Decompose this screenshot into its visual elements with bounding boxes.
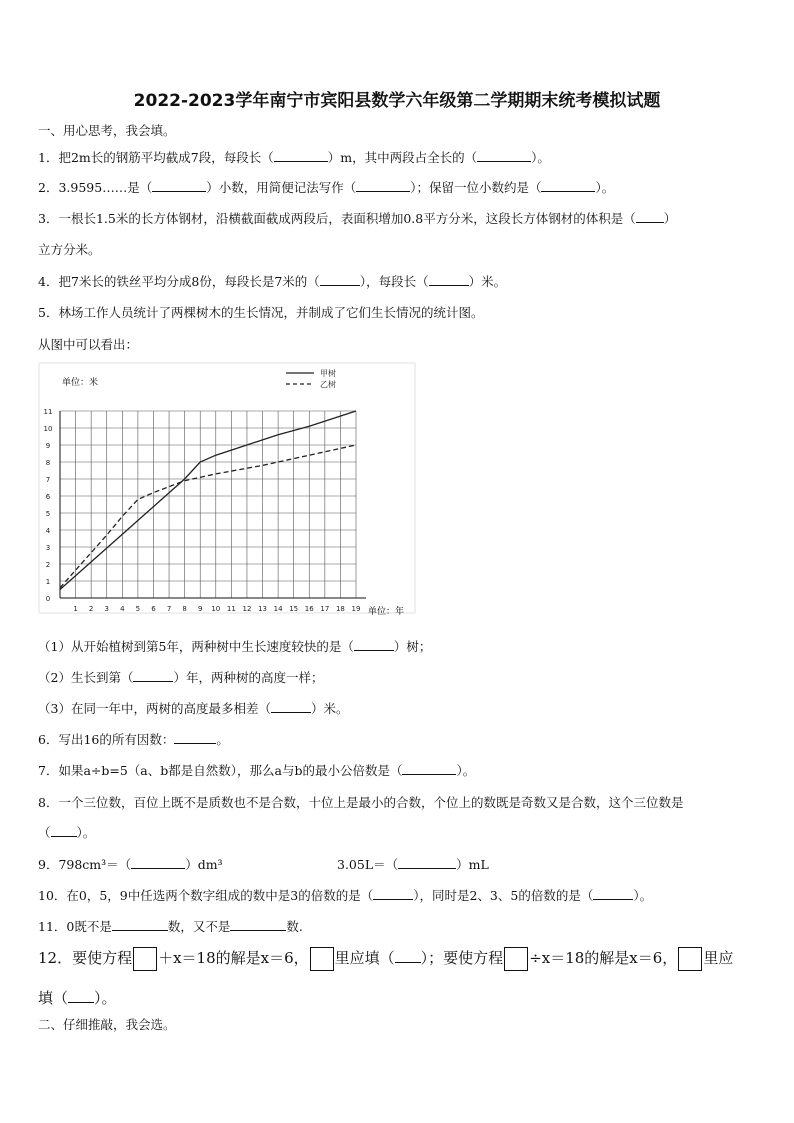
answer-blank[interactable]	[636, 210, 664, 223]
answer-blank[interactable]	[51, 824, 77, 837]
question-11: 11．0既不是 数，又不是 数.	[38, 919, 303, 934]
answer-blank[interactable]	[274, 149, 328, 162]
question-5-part-1: （1）从开始植树到第5年，两种树中生长速度较快的是（ ）树；	[38, 639, 432, 654]
x-axis-tick-labels	[73, 605, 360, 613]
y-axis-tick-labels	[44, 408, 53, 603]
question-8-continued: （ ）。	[38, 825, 96, 840]
chart-frame	[39, 363, 415, 613]
y-tick-label: 3	[45, 544, 51, 552]
question-1: 1．把2m长的钢筋平均截成7段，每段长（ ）m，其中两段占全长的（ ）。	[38, 150, 550, 165]
x-tick-label: 8	[182, 605, 187, 613]
x-tick-label: 11	[226, 605, 236, 613]
x-tick-label: 16	[304, 605, 314, 613]
answer-blank[interactable]	[131, 856, 185, 869]
y-tick-label: 8	[45, 459, 51, 467]
series-line-甲树	[60, 411, 356, 590]
question-9-part-2: 3.05L＝（ ）mL	[337, 857, 489, 872]
x-tick-label: 13	[258, 605, 267, 613]
answer-blank[interactable]	[593, 887, 633, 900]
blank-box[interactable]	[504, 947, 528, 971]
x-tick-label: 1	[73, 605, 78, 613]
answer-blank[interactable]	[429, 273, 469, 286]
question-12-continued: 填（ ）。	[38, 989, 117, 1007]
page-title: 2022-2023学年南宁市宾阳县数学六年级第二学期期末统考模拟试题	[133, 91, 661, 111]
answer-blank[interactable]	[402, 762, 456, 775]
answer-blank[interactable]	[373, 887, 413, 900]
x-tick-label: 3	[104, 605, 109, 613]
x-tick-label: 19	[351, 605, 361, 613]
blank-box[interactable]	[310, 947, 334, 971]
question-5-intro: 从图中可以看出：	[38, 337, 139, 352]
y-tick-label: 6	[45, 493, 51, 501]
question-6: 6．写出16的所有因数： 。	[38, 732, 229, 747]
x-tick-label: 9	[197, 605, 203, 613]
question-5: 5．林场工作人员统计了两棵树木的生长情况，并制成了它们生长情况的统计图。	[38, 305, 484, 320]
x-axis-unit-label: 单位：年	[368, 607, 405, 617]
answer-blank[interactable]	[354, 638, 394, 651]
x-tick-label: 14	[273, 605, 283, 613]
y-tick-label: 11	[43, 408, 53, 416]
x-tick-label: 15	[289, 605, 299, 613]
answer-blank[interactable]	[271, 700, 311, 713]
question-3: 3．一根长1.5米的长方体钢材，沿横截面截成两段后，表面积增加0.8平方分米，这段长方体钢材的体积是（ ）	[38, 211, 677, 226]
answer-blank[interactable]	[133, 669, 173, 682]
x-tick-label: 7	[166, 605, 172, 613]
answer-blank[interactable]	[152, 179, 206, 192]
x-tick-label: 17	[320, 605, 330, 613]
x-tick-label: 12	[242, 605, 252, 613]
section-1-heading: 一、用心思考，我会填。	[38, 123, 176, 138]
chart-grid	[39, 363, 415, 613]
answer-blank[interactable]	[230, 918, 286, 931]
y-tick-label: 0	[45, 595, 51, 603]
question-10: 10．在0，5，9中任选两个数字组成的数中是3的倍数的是（ ），同时是2、3、5的倍数的是（ ）。	[38, 888, 653, 903]
y-tick-label: 5	[45, 510, 51, 518]
answer-blank[interactable]	[356, 179, 410, 192]
x-tick-label: 5	[135, 605, 141, 613]
question-3-continued: 立方分米。	[38, 242, 101, 257]
question-2: 2．3.9595……是（ ）小数，用简便记法写作（ ）；保留一位小数约是（ ）。	[38, 180, 615, 195]
answer-blank[interactable]	[112, 918, 168, 931]
y-tick-label: 2	[45, 561, 51, 569]
blank-box[interactable]	[678, 947, 702, 971]
series-line-乙树	[60, 445, 356, 588]
legend-label: 乙树	[320, 380, 336, 389]
answer-blank[interactable]	[541, 179, 595, 192]
answer-blank[interactable]	[320, 273, 360, 286]
y-tick-label: 7	[45, 476, 51, 484]
answer-blank[interactable]	[68, 990, 94, 1003]
chart-legend	[286, 368, 336, 389]
y-tick-label: 10	[43, 425, 53, 433]
y-axis-unit-label: 单位：米	[62, 378, 99, 388]
x-tick-label: 18	[335, 605, 345, 613]
answer-blank[interactable]	[395, 950, 421, 963]
legend-label: 甲树	[320, 369, 336, 378]
y-tick-label: 1	[45, 578, 51, 586]
question-4: 4．把7米长的铁丝平均分成8份，每段长是7米的（ ），每段长（ ）米。	[38, 274, 507, 289]
section-2-heading: 二、仔细推敲，我会选。	[38, 1017, 176, 1032]
question-9: 9．798cm³＝（ ）dm³	[38, 857, 223, 872]
y-tick-label: 9	[45, 442, 51, 450]
question-5-part-2: （2）生长到第（ ）年，两种树的高度一样；	[38, 670, 324, 685]
y-tick-label: 4	[45, 527, 51, 535]
question-12: 12．要使方程 ＋x＝18的解是x＝6， 里应填（ ）；要使方程 ÷x＝18的解是x＝6， 里应	[38, 947, 733, 971]
chart-series	[60, 411, 356, 590]
x-tick-label: 4	[120, 605, 125, 613]
question-8: 8．一个三位数，百位上既不是质数也不是合数，十位上是最小的合数，个位上的数既是奇数又是合数，这个三位数是	[38, 795, 684, 810]
question-5-part-3: （3）在同一年中，两树的高度最多相差（ ）米。	[38, 701, 349, 716]
tree-growth-line-chart	[38, 362, 418, 620]
x-tick-label: 10	[211, 605, 221, 613]
x-tick-label: 6	[151, 605, 156, 613]
question-7: 7．如果a÷b=5（a、b都是自然数），那么a与b的最小公倍数是（ ）。	[38, 763, 476, 778]
answer-blank[interactable]	[174, 731, 216, 744]
answer-blank[interactable]	[398, 856, 456, 869]
x-tick-label: 2	[88, 605, 94, 613]
blank-box[interactable]	[133, 947, 157, 971]
answer-blank[interactable]	[477, 149, 531, 162]
